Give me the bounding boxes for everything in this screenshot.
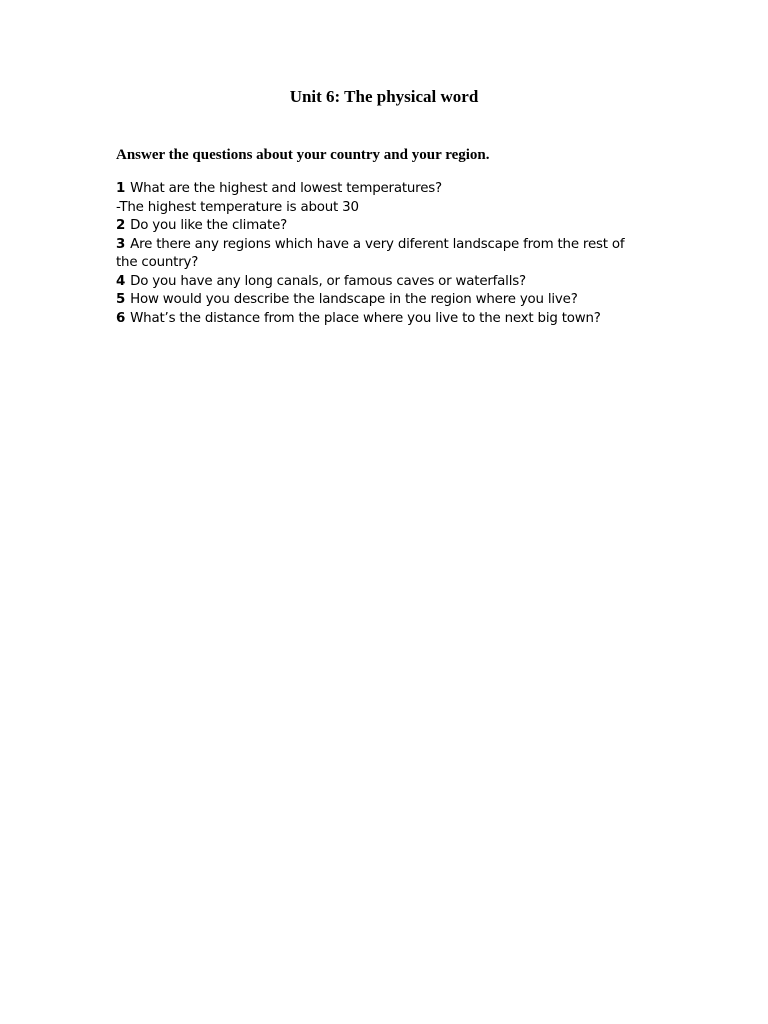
question-number: 6 <box>116 310 126 326</box>
answer-line <box>116 199 646 218</box>
question-item-2 <box>116 217 646 236</box>
question-item-4 <box>116 273 646 292</box>
question-number: 1 <box>116 181 126 196</box>
question-item-6 <box>116 310 646 329</box>
question-number: 5 <box>116 292 126 307</box>
question-text: Are there any regions which have a very diferent landscape from the rest of the country? <box>116 236 625 270</box>
question-number: 4 <box>116 273 126 289</box>
instruction-text: Answer the questions about your country and your region. <box>116 147 490 163</box>
question-number: 3 <box>116 236 126 252</box>
question-text: Do you have any long canals, or famous caves or waterfalls? <box>130 273 526 289</box>
page-title: Unit 6: The physical word <box>289 87 479 106</box>
question-item-5 <box>116 291 646 310</box>
question-text: What are the highest and lowest temperatures? <box>130 181 442 196</box>
answer-text: -The highest temperature is about 30 <box>116 199 359 215</box>
question-text: Do you like the climate? <box>130 218 288 233</box>
question-number: 2 <box>116 218 126 233</box>
question-item-3 <box>116 236 646 273</box>
question-item-1 <box>116 180 646 199</box>
question-text: How would you describe the landscape in the region where you live? <box>130 292 578 307</box>
question-text: What’s the distance from the place where you live to the next big town? <box>130 310 601 326</box>
question-list <box>116 180 646 328</box>
